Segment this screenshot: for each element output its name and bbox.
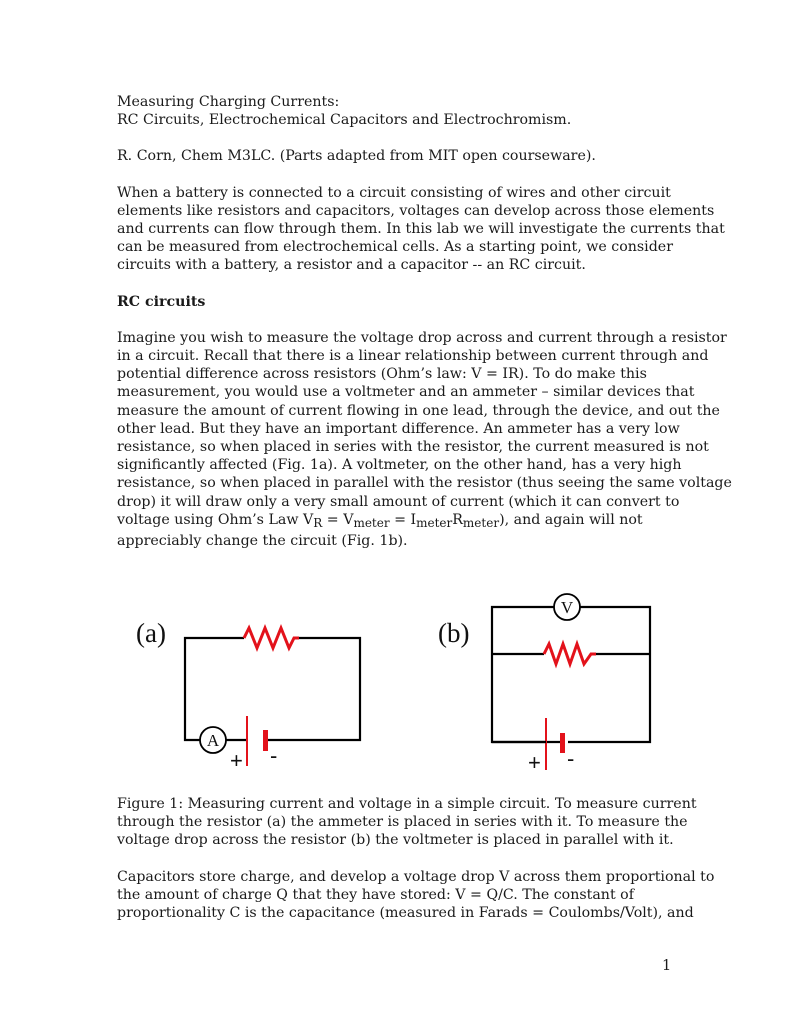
circuit-figure — [130, 590, 670, 775]
voltmeter-label: V — [560, 598, 574, 617]
rc-line: measure the amount of current flowing in one lead, through the device, and out the — [117, 402, 720, 419]
circuit-a-wires — [185, 638, 360, 740]
capacitor-line: Capacitors store charge, and develop a voltage drop V across them proportional to — [117, 868, 715, 885]
minus-sign-a: - — [270, 743, 278, 768]
caption-line: voltage drop across the resistor (b) the voltmeter is placed in parallel with it. — [117, 832, 674, 849]
document-body — [117, 93, 732, 550]
intro-line: elements like resistors and capacitors, voltages can develop across those elements — [117, 202, 715, 219]
ammeter-label: A — [206, 731, 220, 750]
title-line-2: RC Circuits, Electrochemical Capacitors and Electrochromism. — [117, 112, 572, 129]
title-line-1: Measuring Charging Currents: — [117, 94, 340, 110]
figure-label-b: (b) — [438, 618, 470, 648]
ohm-text: voltage using Ohm’s Law V — [117, 511, 314, 528]
caption-and-capacitor-section — [117, 795, 715, 922]
intro-line: circuits with a battery, a resistor and a capacitor -- an RC circuit. — [117, 257, 586, 274]
ohm-text: R — [452, 511, 463, 528]
ohm-text: = I — [389, 511, 417, 528]
plus-sign-a: + — [230, 748, 243, 773]
resistor-b — [544, 644, 596, 664]
intro-paragraph — [117, 184, 725, 275]
rc-line: Imagine you wish to measure the voltage drop across and current through a resistor — [117, 329, 727, 346]
intro-line: When a battery is connected to a circuit consisting of wires and other circuit — [117, 184, 671, 201]
rc-paragraph — [117, 329, 732, 550]
plus-sign-b: + — [528, 750, 541, 775]
rc-line: other lead. But they have an important difference. An ammeter has a very low — [117, 420, 680, 437]
caption-line: through the resistor (a) the ammeter is placed in series with it. To measure the — [117, 814, 688, 831]
battery-plate-negative-b — [560, 733, 565, 753]
rc-line: in a circuit. Recall that there is a linear relationship between current through and — [117, 348, 709, 365]
minus-sign-b: - — [567, 746, 575, 771]
rc-line: measurement, you would use a voltmeter and an ammeter – similar devices that — [117, 384, 695, 401]
subscript: meter — [416, 515, 453, 530]
figure-label-a: (a) — [136, 618, 166, 648]
intro-line: can be measured from electrochemical cells. As a starting point, we consider — [117, 239, 673, 256]
intro-line: and currents can flow through them. In this lab we will investigate the currents that — [117, 221, 725, 238]
battery-plate-negative-a — [263, 730, 268, 751]
rc-line: appreciably change the circuit (Fig. 1b). — [117, 533, 408, 550]
ohm-text: ), and again will not — [499, 511, 643, 528]
subscript: meter — [462, 515, 500, 530]
resistor-a — [244, 628, 299, 648]
rc-line: significantly affected (Fig. 1a). A voltmeter, on the other hand, has a very high — [117, 457, 682, 474]
page-number: 1 — [662, 958, 672, 974]
section-heading: RC circuits — [117, 293, 206, 310]
rc-line: potential difference across resistors (Ohm’s law: V = IR). To do make this — [117, 366, 647, 383]
capacitor-line: the amount of charge Q that they have stored: V = Q/C. The constant of — [117, 886, 634, 903]
subscript: meter — [353, 515, 390, 530]
ohm-law-line — [117, 511, 677, 529]
caption-line: Figure 1: Measuring current and voltage in a simple circuit. To measure current — [117, 796, 697, 812]
rc-line: resistance, so when placed in series with the resistor, the current measured is not — [117, 439, 709, 456]
figure-caption — [117, 795, 697, 850]
capacitor-paragraph — [117, 868, 715, 923]
ohm-text: = V — [322, 511, 354, 528]
rc-line: resistance, so when placed in parallel with the resistor (thus seeing the same voltage — [117, 475, 732, 492]
author-line: R. Corn, Chem M3LC. (Parts adapted from MIT open courseware). — [117, 148, 596, 165]
capacitor-line: proportionality C is the capacitance (measured in Farads = Coulombs/Volt), and — [117, 905, 694, 922]
rc-line: drop) it will draw only a very small amount of current (which it can convert to — [117, 493, 680, 510]
subscript: R — [313, 515, 323, 530]
circuit-b-wires — [492, 607, 650, 742]
